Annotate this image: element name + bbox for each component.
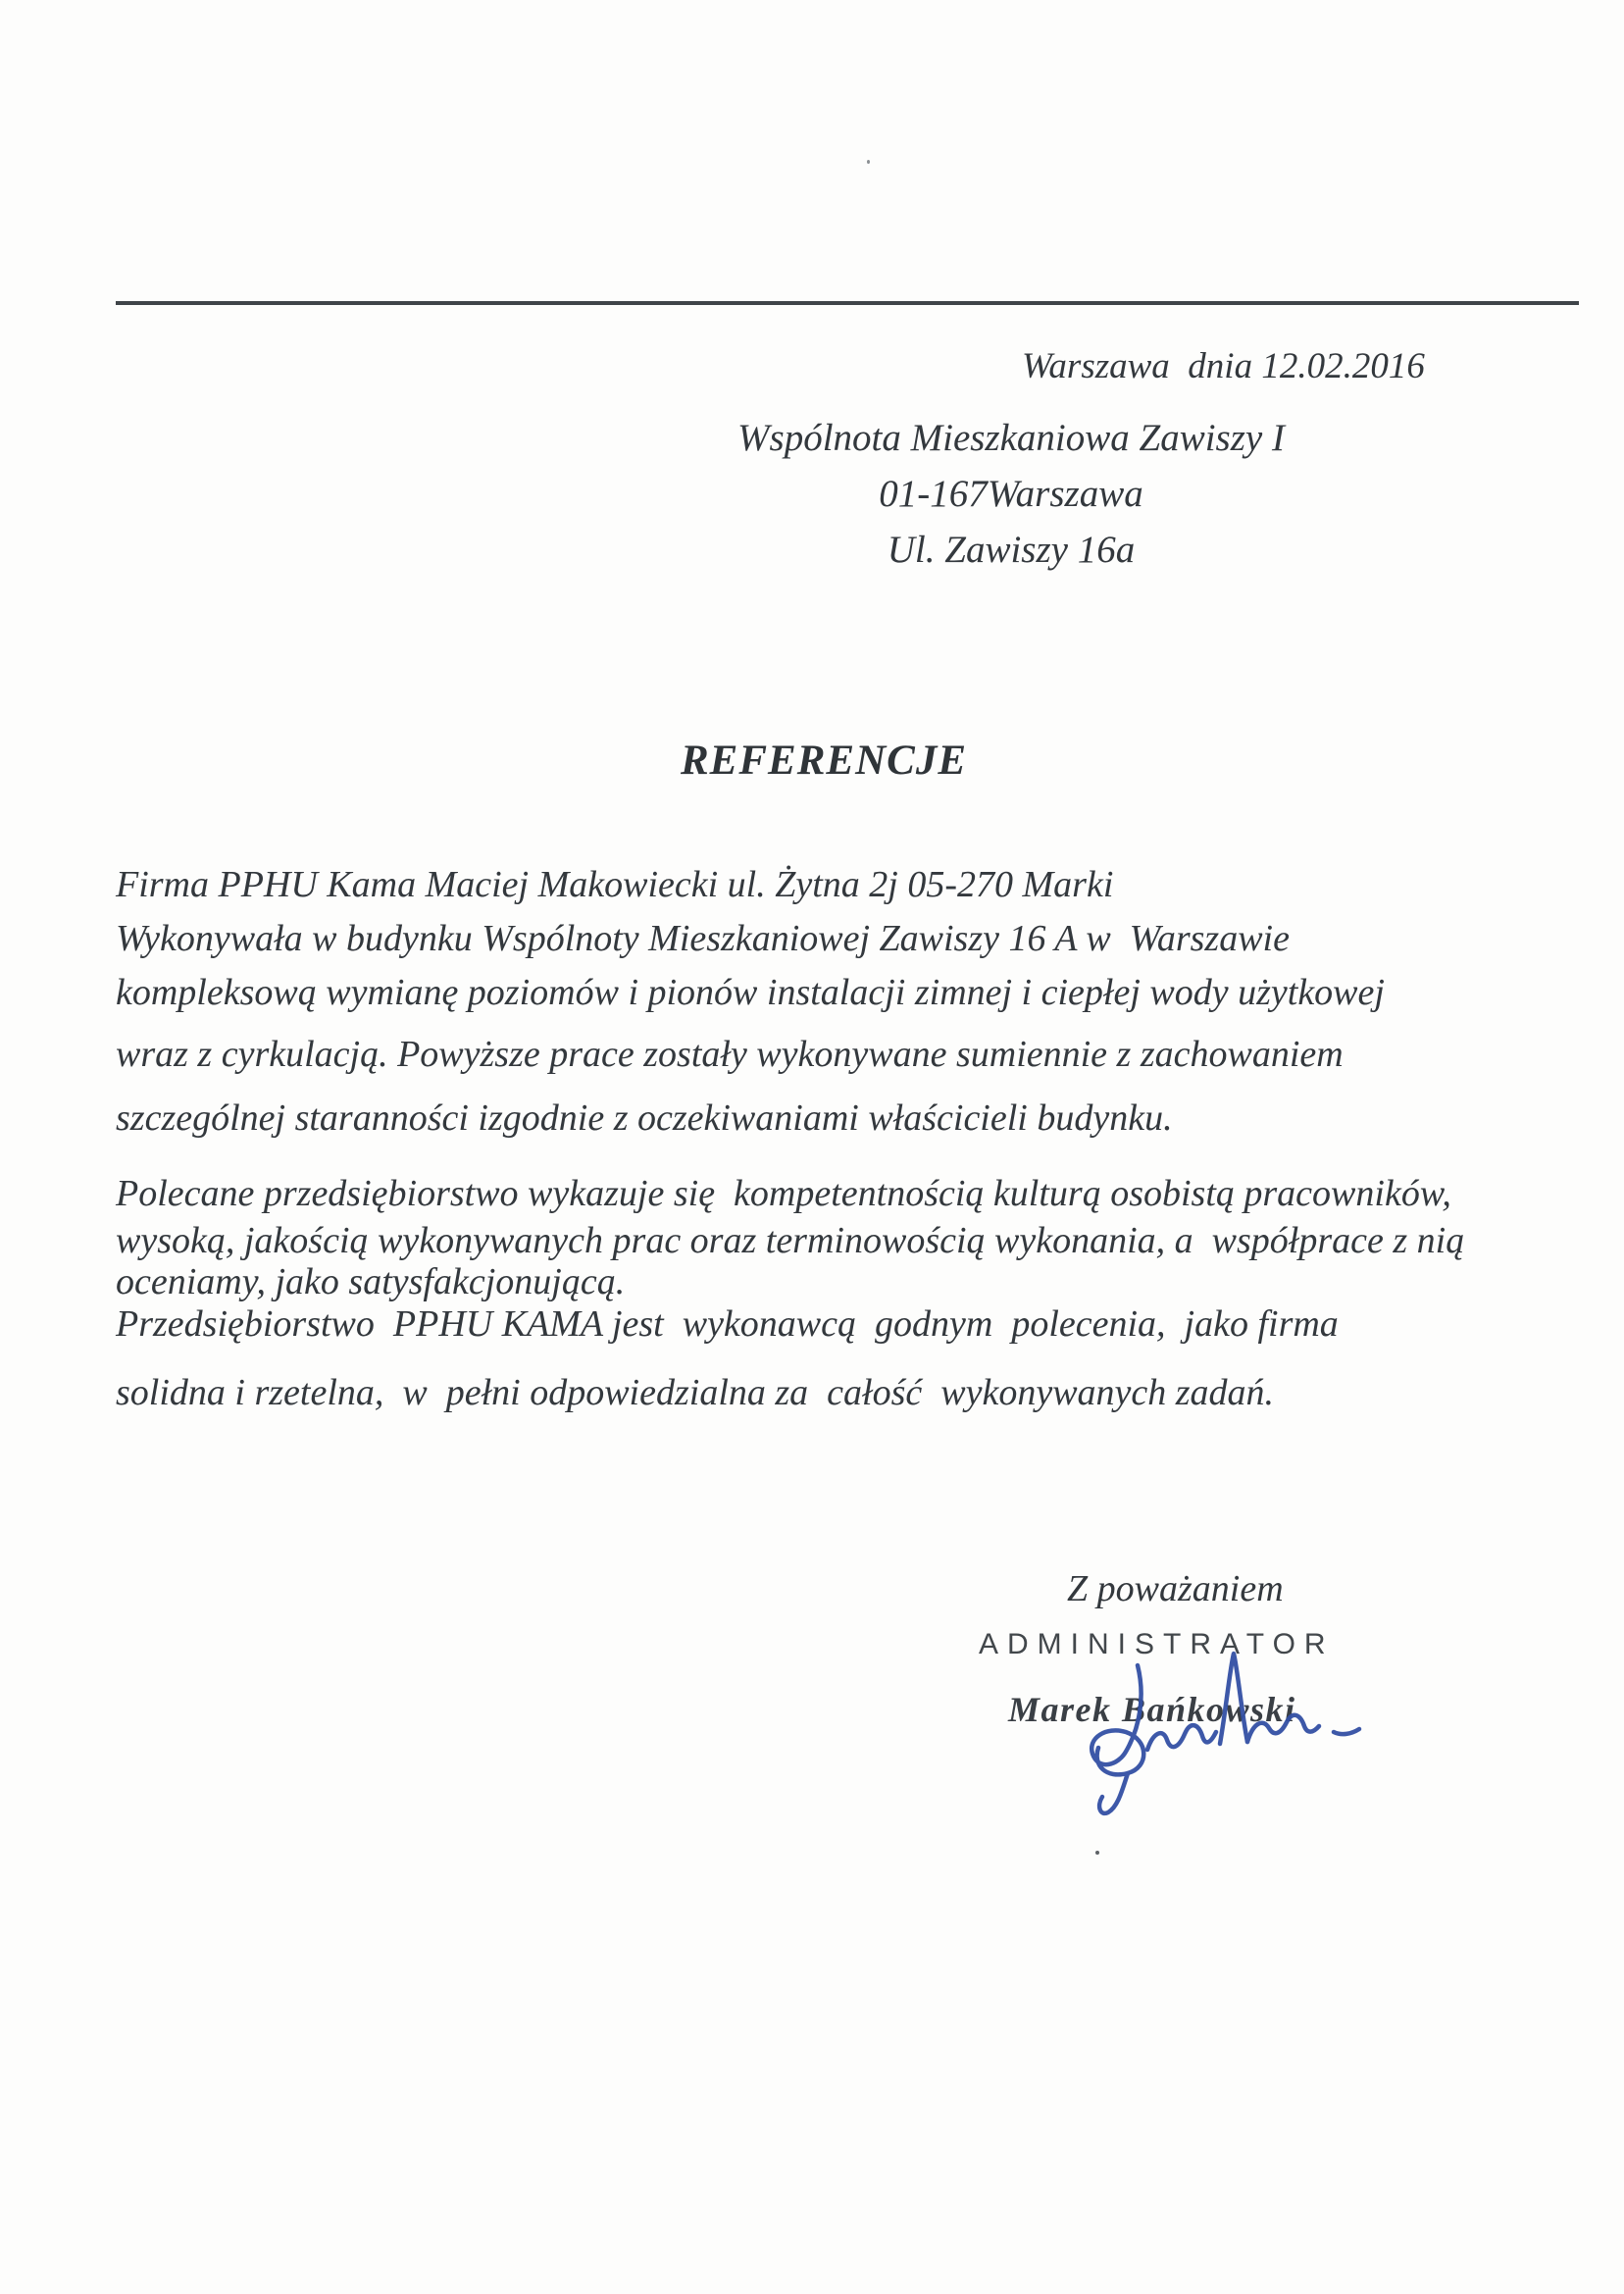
paragraph2-line1: Polecane przedsiębiorstwo wykazuje się kompetentnością kulturą osobistą pracowników, (116, 1173, 1451, 1214)
paragraph2-line5: solidna i rzetelna, w pełni odpowiedzialna za całość wykonywanych zadań. (116, 1372, 1275, 1413)
paragraph1-line2: Wykonywała w budynku Wspólnoty Mieszkaniowej Zawiszy 16 A w Warszawie (116, 918, 1290, 959)
signer-name-stamp: Marek Bańkowski (1008, 1690, 1296, 1729)
paragraph1-line4: wraz z cyrkulacją. Powyższe prace zostały wykonywane sumiennie z zachowaniem (116, 1034, 1344, 1075)
paragraph1-line3: kompleksową wymianę poziomów i pionów instalacji zimnej i ciepłej wody użytkowej (116, 972, 1385, 1013)
letter-title: REFERENCJE (681, 738, 967, 784)
scan-speck (1095, 1851, 1099, 1855)
paragraph1-line5: szczególnej staranności izgodnie z oczekiwaniami właścicieli budynku. (116, 1097, 1173, 1139)
sender-postal-city: 01-167Warszawa (879, 473, 1143, 515)
handwritten-signature (1041, 1618, 1414, 1824)
sender-address-block (686, 410, 1336, 578)
scan-speck (867, 160, 870, 164)
paragraph2-line3: oceniamy, jako satysfakcjonującą. (116, 1261, 626, 1302)
administrator-role-stamp: ADMINISTRATOR (979, 1628, 1335, 1660)
header-rule (116, 301, 1579, 305)
date-line: Warszawa dnia 12.02.2016 (1022, 346, 1425, 386)
paragraph1-line1: Firma PPHU Kama Maciej Makowiecki ul. Żytna 2j 05-270 Marki (116, 864, 1114, 905)
sender-street: Ul. Zawiszy 16a (887, 529, 1136, 571)
sender-name: Wspólnota Mieszkaniowa Zawiszy I (737, 417, 1285, 459)
closing-phrase: Z poważaniem (1067, 1568, 1284, 1609)
paragraph2-line4: Przedsiębiorstwo PPHU KAMA jest wykonawcą godnym polecenia, jako firma (116, 1303, 1339, 1345)
paragraph2-line2: wysoką, jakością wykonywanych prac oraz terminowością wykonania, a współprace z nią (116, 1220, 1465, 1261)
